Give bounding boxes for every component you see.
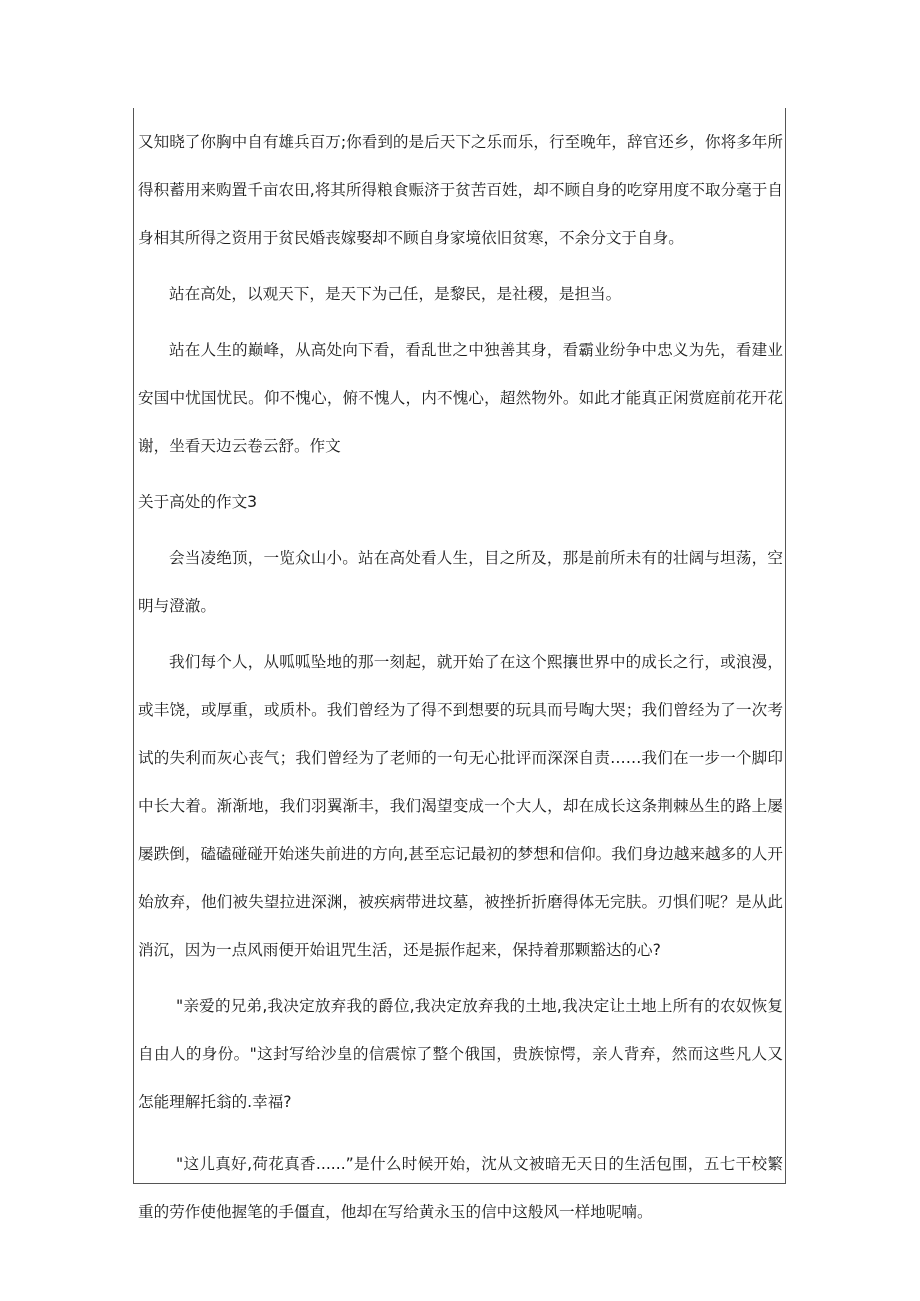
document-body [138,118,783,1244]
paragraph-growing-up: 我们每个人，从呱呱坠地的那一刻起，就开始了在这个熙攘世界中的成长之行，或浪漫，或丰饶，或厚重，或质朴。我们曾经为了得不到想要的玩具而号啕大哭；我们曾经为了一次考试的失利而灰心丧气；我们曾经为了老师的一句无心批评而深深自责……我们在一步一个脚印中长大着。渐渐地，我们羽翼渐丰，我们渴望变成一个大人，却在成长这条荆棘丛生的路上屡屡跌倒，磕磕碰碰开始迷失前进的方向,甚至忘记最初的梦想和信仰。我们身边越来越多的人开始放弃，他们被失望拉进深渊，被疾病带进坟墓，被挫折折磨得体无完肤。刃惧们呢？是从此消沉，因为一点风雨便开始诅咒生活，还是振作起来，保持着那颗豁达的心? [138,653,783,959]
paragraph-shen-congwen: "这儿真好,荷花真香......”是什么时候开始，沈从文被暗无天日的生活包围，五七干校繁重的劳作使他握笔的手僵直，他却在写给黄永玉的信中这般风一样地呢喃。 [138,1155,783,1221]
paragraph-summit: 会当凌绝顶，一览众山小。站在高处看人生，目之所及，那是前所未有的壮阔与坦荡，空明与澄澈。 [138,549,783,615]
paragraph-peak-of-life: 站在人生的巅峰，从高处向下看，看乱世之中独善其身，看霸业纷争中忠义为先，看建业安国中忧国忧民。仰不愧心，俯不愧人，内不愧心，超然物外。如此才能真正闲赏庭前花开花谢，坐看天边云卷云舒。作文 [138,341,783,455]
paragraph-tolstoy: "亲爱的兄弟,我决定放弃我的爵位,我决定放弃我的土地,我决定让土地上所有的农奴恢复自由人的身份。"这封写给沙皇的信震惊了整个俄国，贵族惊愕，亲人背弃，然而这些凡人又怎能理解托翁的.幸福? [138,997,783,1111]
paragraph-continuation: 又知晓了你胸中自有雄兵百万;你看到的是后天下之乐而乐，行至晚年，辞官还乡，你将多年所得积蓄用来购置千亩农田,将其所得粮食赈济于贫苦百姓，却不顾自身的吃穿用度不取分毫于自身相其所得之资用于贫民婚丧嫁娶却不顾自身家境依旧贫寒，不余分文于自身。 [138,133,783,247]
paragraph-stand-high: 站在高处，以观天下，是天下为己任，是黎民，是社稷，是担当。 [169,285,622,303]
section-heading: 关于高处的作文3 [138,493,258,511]
